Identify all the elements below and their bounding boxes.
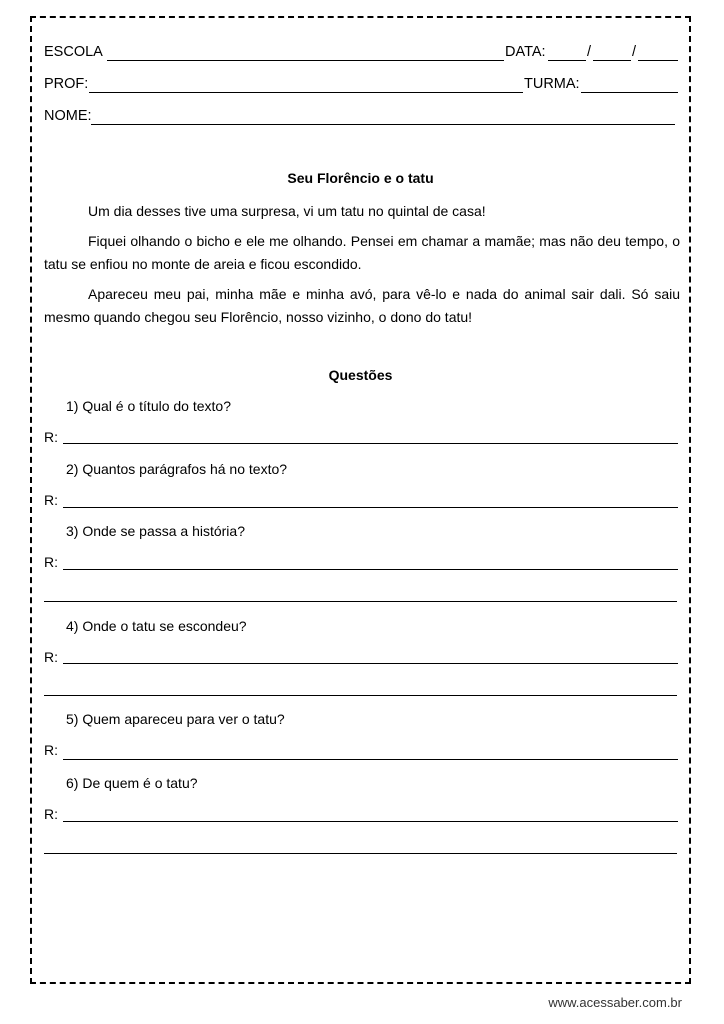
answer-label: R: <box>44 649 58 665</box>
story-title: Seu Florêncio e o tatu <box>287 170 434 186</box>
answer-line[interactable] <box>63 663 678 664</box>
story-paragraph-3: Apareceu meu pai, minha mãe e minha avó, para vê-lo e nada do animal sair dali. Só saiu mesmo quando chegou seu Florêncio, nosso vizinho, o dono do tatu! <box>44 286 680 325</box>
nome-label: NOME: <box>44 108 92 124</box>
questions-title: Questões <box>328 367 393 383</box>
nome-field[interactable] <box>91 124 675 125</box>
answer-line[interactable] <box>44 853 677 854</box>
answer-line[interactable] <box>44 601 677 602</box>
answer-line[interactable] <box>63 443 678 444</box>
answer-line[interactable] <box>63 507 678 508</box>
answer-line[interactable] <box>63 821 678 822</box>
answer-line[interactable] <box>44 695 677 696</box>
question-6: 6) De quem é o tatu? <box>66 775 198 791</box>
page-border <box>30 16 691 984</box>
answer-label: R: <box>44 554 58 570</box>
date-separator: / <box>632 44 637 60</box>
turma-label: TURMA: <box>524 76 580 92</box>
date-month-field[interactable] <box>593 60 631 61</box>
answer-line[interactable] <box>63 569 678 570</box>
footer-website: www.acessaber.com.br <box>548 995 682 1010</box>
question-5: 5) Quem apareceu para ver o tatu? <box>66 711 285 727</box>
prof-field[interactable] <box>89 92 523 93</box>
question-4: 4) Onde o tatu se escondeu? <box>66 618 247 634</box>
answer-line[interactable] <box>63 759 678 760</box>
answer-label: R: <box>44 429 58 445</box>
date-separator: / <box>587 44 592 60</box>
question-1: 1) Qual é o título do texto? <box>66 398 231 414</box>
escola-label: ESCOLA <box>44 44 103 60</box>
turma-field[interactable] <box>581 92 678 93</box>
date-day-field[interactable] <box>548 60 586 61</box>
date-year-field[interactable] <box>638 60 678 61</box>
answer-label: R: <box>44 806 58 822</box>
story-paragraph-2: Fiquei olhando o bicho e ele me olhando. Pensei em chamar a mamãe; mas não deu tempo, o tatu se enfiou no monte de areia e ficou escondido. <box>44 233 680 272</box>
prof-label: PROF: <box>44 76 89 92</box>
answer-label: R: <box>44 742 58 758</box>
escola-field[interactable] <box>107 60 504 61</box>
question-3: 3) Onde se passa a história? <box>66 523 245 539</box>
answer-label: R: <box>44 492 58 508</box>
question-2: 2) Quantos parágrafos há no texto? <box>66 461 288 477</box>
story-paragraph-1: Um dia desses tive uma surpresa, vi um tatu no quintal de casa! <box>88 203 486 219</box>
data-label: DATA: <box>505 44 546 60</box>
